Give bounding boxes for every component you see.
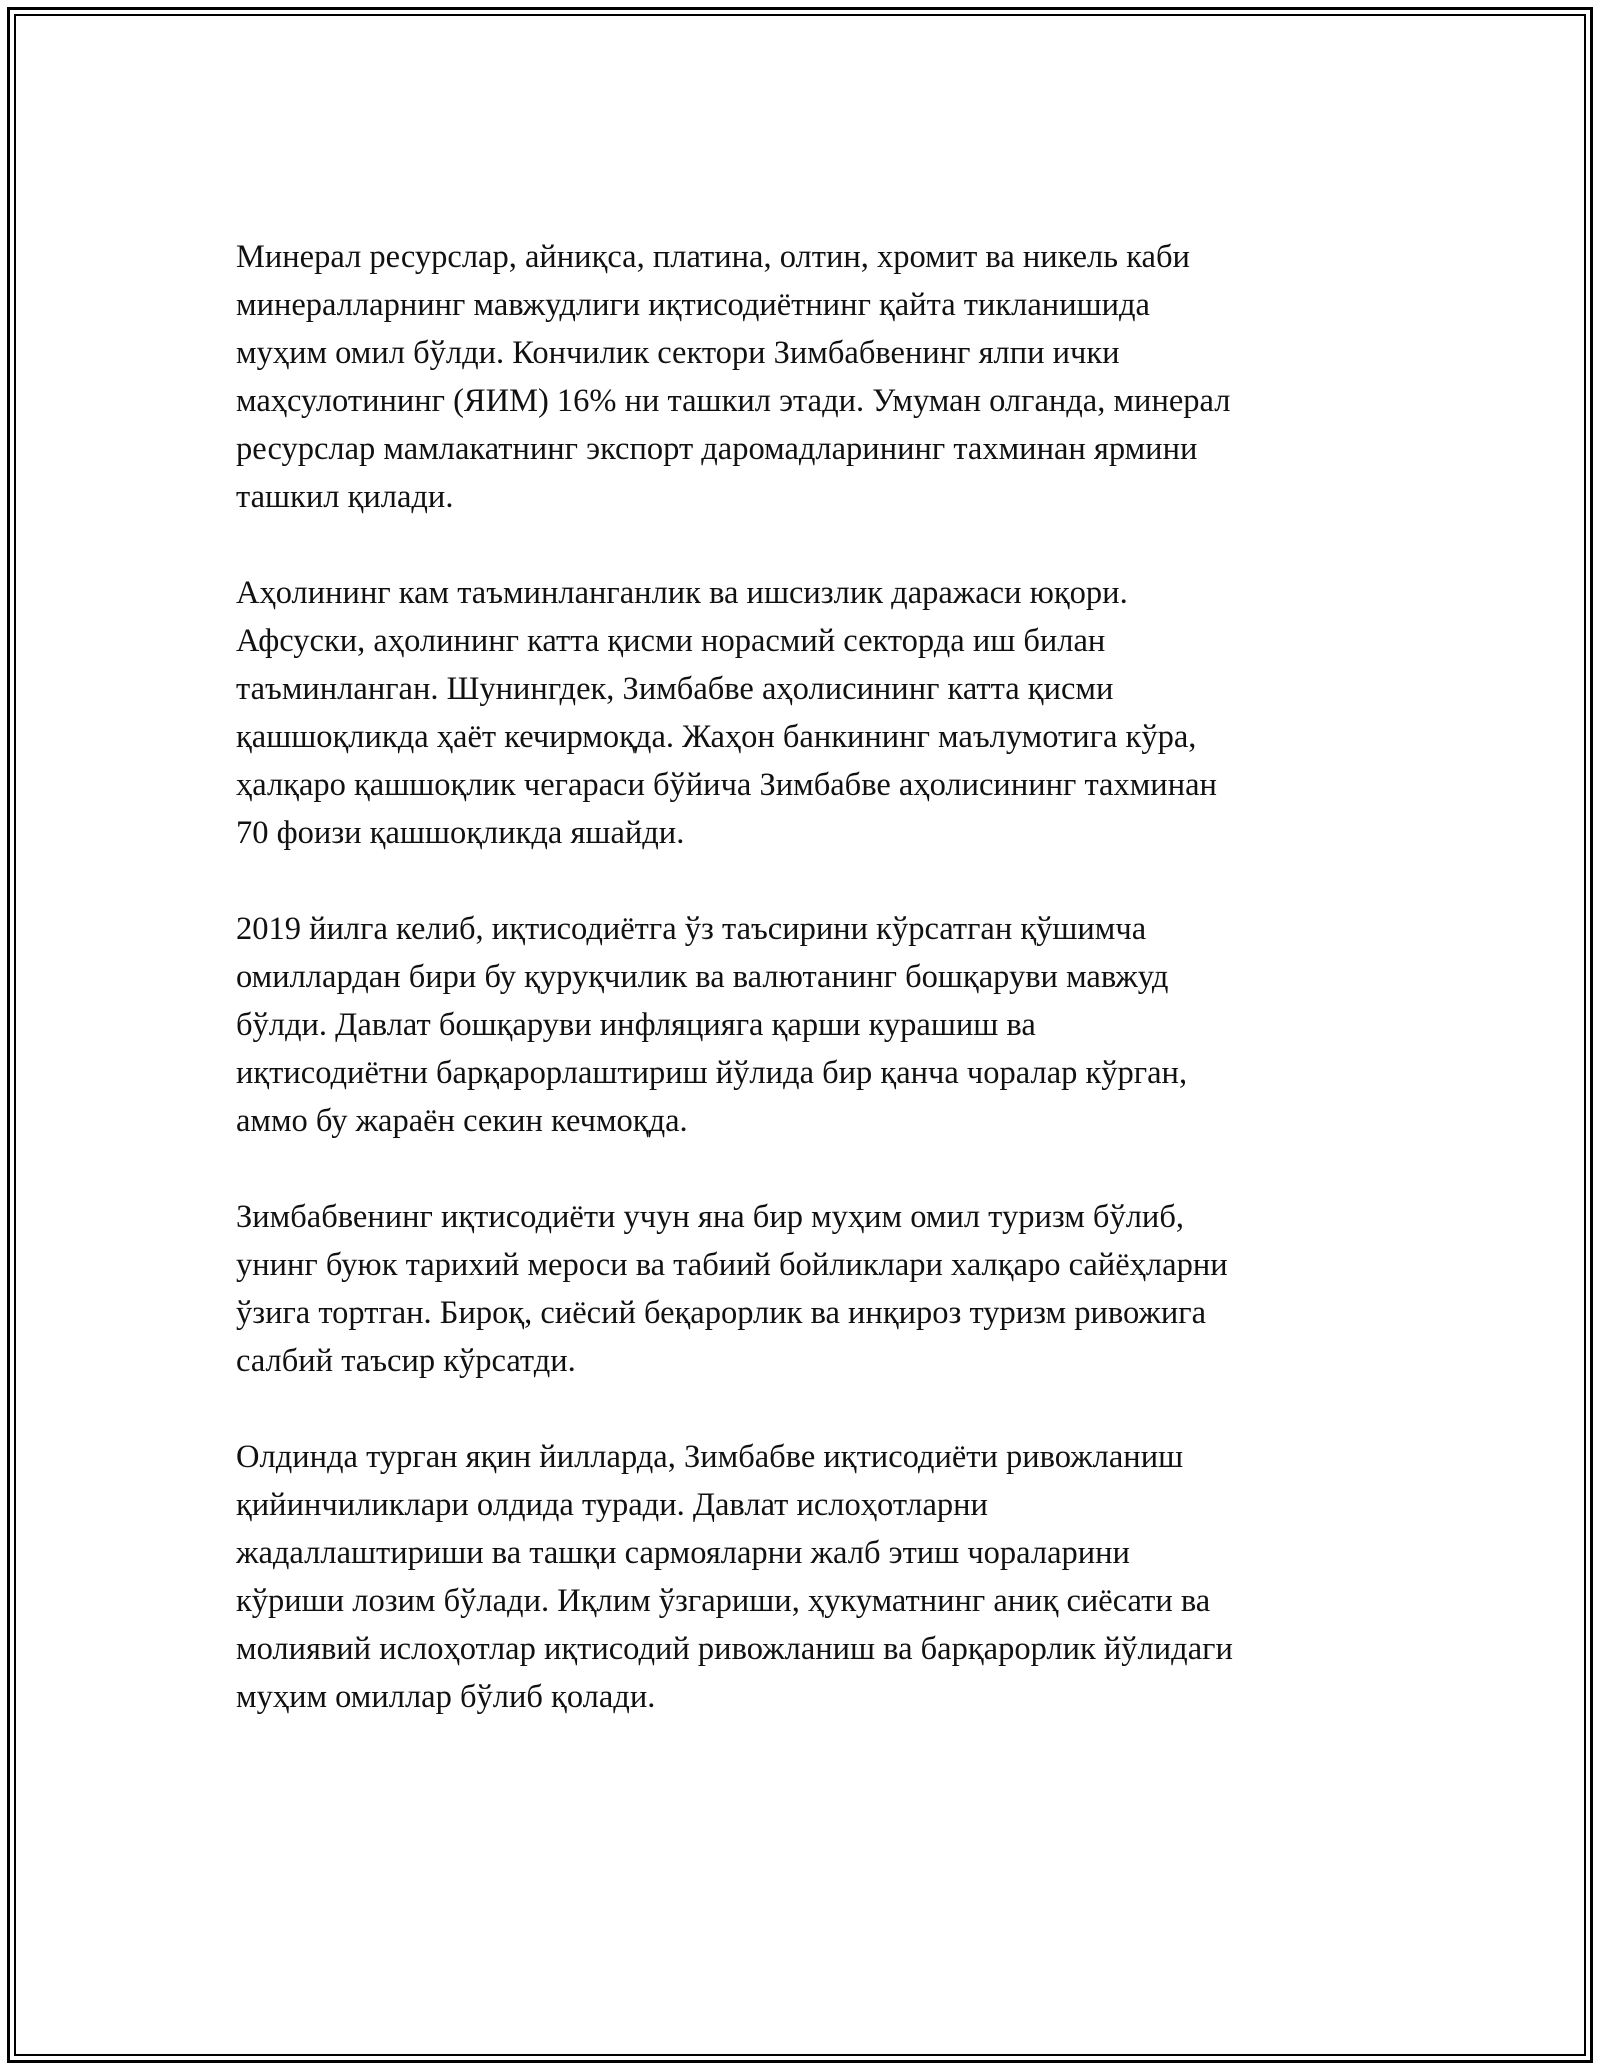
- document-body: [236, 233, 1396, 1769]
- paragraph-mineral-resources: Минерал ресурслар, айниқса, платина, олтин, хромит ва никель каби минералларнинг мавжудлиги иқтисодиётнинг қайта тикланишида муҳим омил бўлди. Кончилик сектори Зимбабвенинг ялпи ички маҳсулотининг (ЯИМ) 16% ни ташкил этади. Умуман олганда, минерал ресурслар мамлакатнинг экспорт даромадларининг тахминан ярмини ташкил қилади.: [236, 239, 1231, 515]
- paragraph-drought-currency: 2019 йилга келиб, иқтисодиётга ўз таъсирини кўрсатган қўшимча омиллардан бири бу қуруқчилик ва валютанинг бошқаруви мавжуд бўлди. Давлат бошқаруви инфляцияга қарши курашиш ва иқтисодиётни барқарорлаштириш йўлида бир қанча чоралар кўрган, аммо бу жараён секин кечмоқда.: [236, 911, 1188, 1139]
- paragraph-tourism: Зимбабвенинг иқтисодиёти учун яна бир муҳим омил туризм бўлиб, унинг буюк тарихий мероси ва табиий бойликлари халқаро сайёҳларни ўзига тортган. Бироқ, сиёсий беқарорлик ва инқироз туризм ривожига салбий таъсир кўрсатди.: [236, 1199, 1228, 1379]
- paragraph-outlook: Олдинда турган яқин йилларда, Зимбабве иқтисодиёти ривожланиш қийинчиликлари олдида туради. Давлат ислоҳотларни жадаллаштириши ва ташқи сармояларни жалб этиш чораларини кўриши лозим бўлади. Иқлим ўзгариши, ҳукуматнинг аниқ сиёсати ва молиявий ислоҳотлар иқтисодий ривожланиш ва барқарорлик йўлидаги муҳим омиллар бўлиб қолади.: [236, 1439, 1233, 1715]
- paragraph-poverty-unemployment: Аҳолининг кам таъминланганлик ва ишсизлик даражаси юқори. Афсуски, аҳолининг катта қисми норасмий секторда иш билан таъминланган. Шунингдек, Зимбабве аҳолисининг катта қисми қашшоқликда ҳаёт кечирмоқда. Жаҳон банкининг маълумотига кўра, ҳалқаро қашшоқлик чегараси бўйича Зимбабве аҳолисининг тахминан 70 фоизи қашшоқликда яшайди.: [236, 575, 1217, 851]
